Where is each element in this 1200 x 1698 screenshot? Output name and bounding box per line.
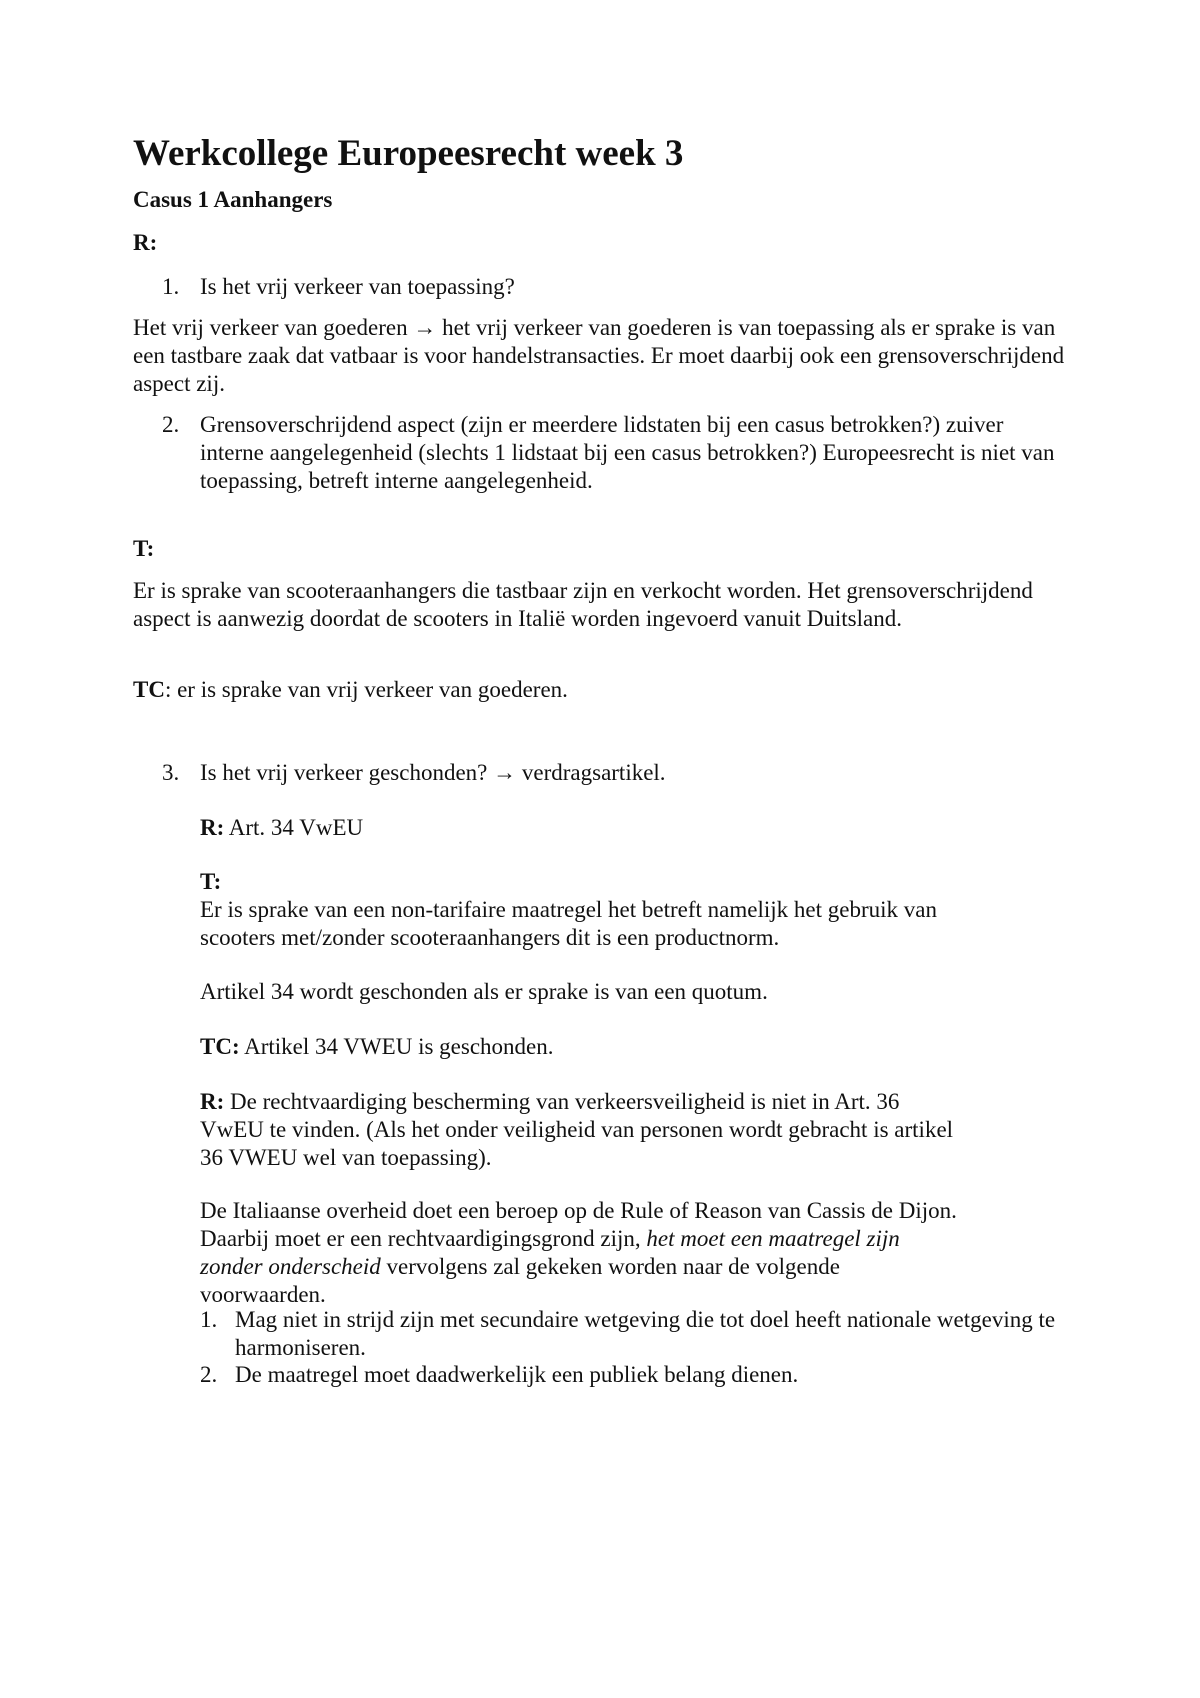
question-1 bbox=[162, 273, 1070, 301]
condition-text: Mag niet in strijd zijn met secundaire wetgeving die tot doel heeft nationale wetgeving te harmoniseren. bbox=[235, 1307, 1056, 1360]
question-text: Is het vrij verkeer van toepassing? bbox=[200, 274, 515, 299]
rule-text: Art. 34 VwEU bbox=[224, 815, 364, 840]
condition-2 bbox=[200, 1361, 1085, 1389]
list-number: 2. bbox=[200, 1362, 218, 1387]
tc-label: TC: bbox=[200, 1034, 240, 1059]
r-label: R: bbox=[200, 815, 225, 840]
tc-conclusion-1 bbox=[133, 676, 1083, 704]
paragraph-scooter-trailers: Er is sprake van scooteraanhangers die tastbaar zijn en verkocht worden. Het grensoverschrijdend aspect is aanwezig doordat de scooters in Italië worden ingevoerd vanuit Duitsland. bbox=[133, 578, 1033, 631]
cassis-text: De Italiaanse overheid doet een beroep op de Rule of Reason van Cassis de Dijon. Daarbij moet er een rechtvaardigingsgrond zijn, bbox=[200, 1198, 957, 1251]
cassis-text-end: vervolgens zal gekeken worden naar de volgende voorwaarden. bbox=[200, 1254, 840, 1307]
question-3 bbox=[162, 759, 1070, 787]
tc-conclusion-2 bbox=[200, 1033, 1070, 1061]
list-number: 1. bbox=[162, 274, 180, 299]
list-number: 2. bbox=[162, 412, 180, 437]
rule-article-34 bbox=[200, 814, 1070, 842]
paragraph-free-movement: Het vrij verkeer van goederen → het vrij verkeer van goederen is van toepassing als er sprake is van een tastbare zaak dat vatbaar is voor handelstransacties. Er moet daarbij ook een grensoverschrijdend aspect zij. bbox=[133, 315, 1065, 396]
rule-justification bbox=[200, 1088, 960, 1172]
case-heading: Casus 1 Aanhangers bbox=[133, 187, 333, 212]
tc-text: : er is sprake van vrij verkeer van goederen. bbox=[164, 677, 568, 702]
document-title: Werkcollege Europeesrecht week 3 bbox=[133, 133, 684, 174]
cassis-emphasis: het moet een maatregel zijn zonder onderscheid bbox=[200, 1226, 900, 1279]
paragraph-cassis-de-dijon bbox=[200, 1197, 960, 1309]
rule-text: De rechtvaardiging bescherming van verkeersveiligheid is niet in Art. 36 VwEU te vinden. (Als het onder veiligheid van personen wordt gebracht is artikel 36 VWEU wel van toepassing). bbox=[200, 1089, 954, 1170]
t-label-2 bbox=[200, 868, 1070, 896]
question-text: Grensoverschrijdend aspect (zijn er meerdere lidstaten bij een casus betrokken?) zuiver interne aangelegenheid (slechts 1 lidstaat bij een casus betrokken?) Europeesrecht is niet van toepassing, betreft interne aangelegenheid. bbox=[200, 412, 1055, 493]
question-text: Is het vrij verkeer geschonden? → verdragsartikel. bbox=[200, 760, 666, 785]
list-number: 3. bbox=[162, 760, 180, 785]
t-label: T: bbox=[200, 869, 222, 894]
condition-1 bbox=[200, 1306, 1085, 1362]
r-label: R: bbox=[133, 230, 158, 255]
r-label: R: bbox=[200, 1089, 225, 1114]
tc-label: TC bbox=[133, 677, 165, 702]
condition-text: De maatregel moet daadwerkelijk een publiek belang dienen. bbox=[235, 1362, 799, 1387]
tc-text: Artikel 34 VWEU is geschonden. bbox=[239, 1034, 554, 1059]
paragraph-article-34: Artikel 34 wordt geschonden als er sprake is van een quotum. bbox=[200, 979, 768, 1004]
t-label: T: bbox=[133, 536, 155, 561]
list-number: 1. bbox=[200, 1307, 218, 1332]
question-2 bbox=[162, 411, 1070, 495]
paragraph-non-tariff: Er is sprake van een non-tarifaire maatregel het betreft namelijk het gebruik van scooters met/zonder scooteraanhangers dit is een productnorm. bbox=[200, 897, 937, 950]
